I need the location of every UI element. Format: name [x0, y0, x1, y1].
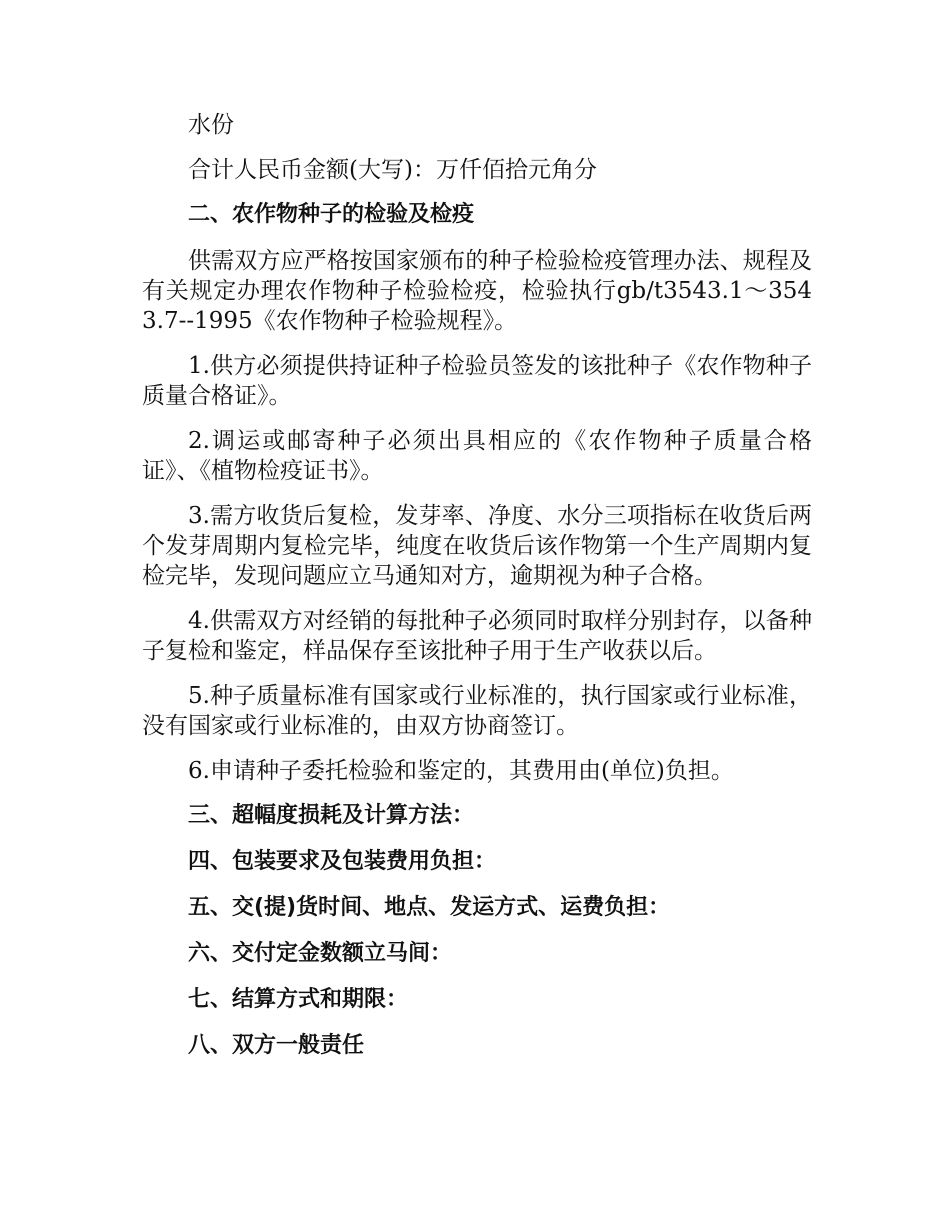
- section-7-heading: 七、结算方式和期限：: [188, 987, 409, 1012]
- section-2-intro: 供需双方应严格按国家颁布的种子检验检疫管理办法、规程及有关规定办理农作物种子检验检疫，检验执行gb/t3543.1～3543.7--1995《农作物种子检验规程》。: [142, 248, 812, 334]
- section-2-item-4: 4.供需双方对经销的每批种子必须同时取样分别封存，以备种子复检和鉴定，样品保存至该批种子用于生产收获以后。: [142, 608, 812, 664]
- document-body: [142, 110, 812, 1077]
- section-3-heading: 三、超幅度损耗及计算方法：: [188, 803, 475, 828]
- section-2-item-6: 6.申请种子委托检验和鉴定的，其费用由(单位)负担。: [188, 758, 734, 784]
- total-amount-line: 合计人民币金额(大写)：万仟佰拾元角分: [188, 157, 597, 183]
- section-2-item-2: 2.调运或邮寄种子必须出具相应的《农作物种子质量合格证》、《植物检疫证书》。: [142, 428, 812, 484]
- section-2-item-5: 5.种子质量标准有国家或行业标准的，执行国家或行业标准，没有国家或行业标准的，由双方协商签订。: [142, 683, 812, 739]
- section-2-heading: 二、农作物种子的检验及检疫: [188, 202, 475, 227]
- section-5-heading: 五、交(提)货时间、地点、发运方式、运费负担：: [188, 895, 671, 920]
- section-6-heading: 六、交付定金数额立马间：: [188, 941, 453, 966]
- section-8-heading: 八、双方一般责任: [188, 1033, 365, 1058]
- section-2-item-1: 1.供方必须提供持证种子检验员签发的该批种子《农作物种子质量合格证》。: [142, 353, 812, 409]
- water-content-line: 水份: [188, 112, 234, 138]
- section-4-heading: 四、包装要求及包装费用负担：: [188, 849, 497, 874]
- section-2-item-3: 3.需方收货后复检，发芽率、净度、水分三项指标在收货后两个发芽周期内复检完毕，纯度在收货后该作物第一个生产周期内复检完毕，发现问题应立马通知对方，逾期视为种子合格。: [142, 503, 812, 589]
